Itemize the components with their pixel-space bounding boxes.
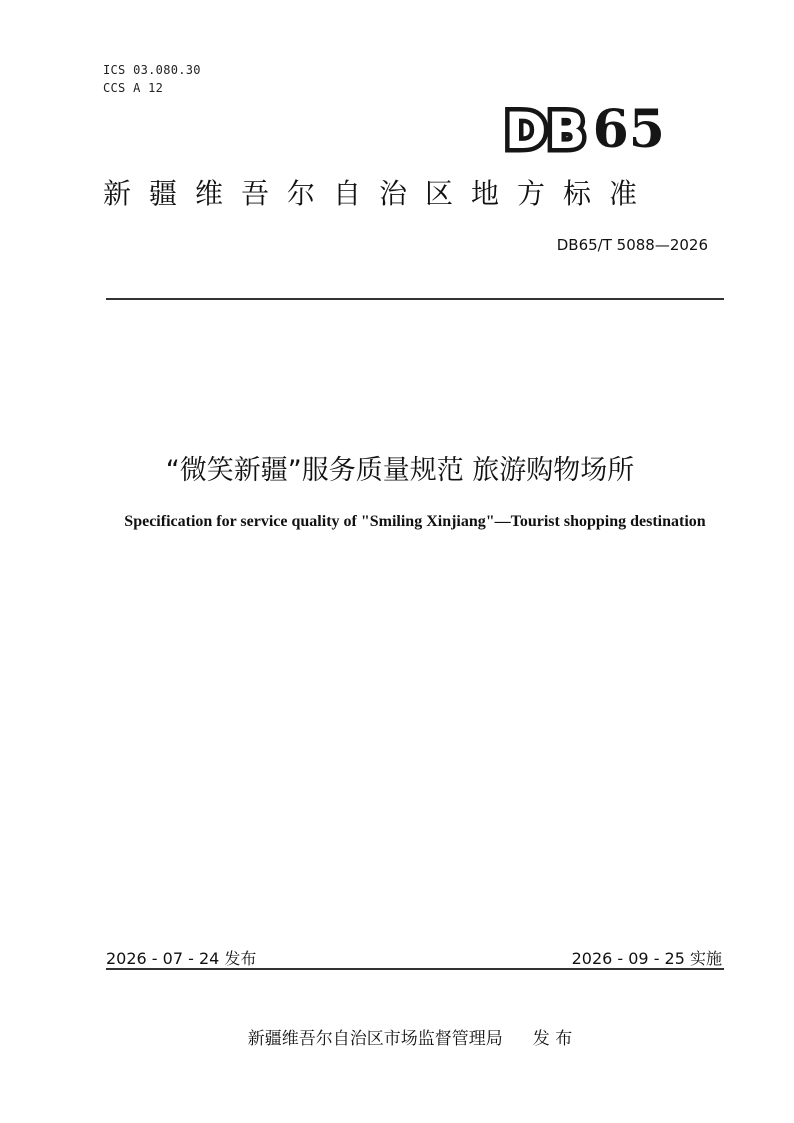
publish-date: 2026 - 07 - 24 发布 <box>106 949 257 968</box>
issuer-name: 新疆维吾尔自治区市场监督管理局 <box>247 1029 503 1049</box>
standard-number: DB65/T 5088—2026 <box>556 236 708 254</box>
issuer-line <box>220 1024 600 1049</box>
db-logo-letters: DB <box>505 102 587 160</box>
title-english: Specification for service quality of "Smiling Xinjiang"—Tourist shopping destination <box>124 513 706 530</box>
db65-logo <box>505 92 685 160</box>
db-logo-number: 65 <box>592 99 665 160</box>
header-divider <box>106 298 724 300</box>
title-chinese: “微笑新疆”服务质量规范 旅游购物场所 <box>165 455 635 486</box>
implementation-date: 2026 - 09 - 25 实施 <box>571 949 722 968</box>
standard-category: 新疆维吾尔自治区地方标准 <box>103 177 656 210</box>
issuer-action: 发 布 <box>532 1029 573 1049</box>
ccs-code: CCS A 12 <box>103 81 164 95</box>
ics-code: ICS 03.080.30 <box>103 63 201 77</box>
footer-divider <box>106 968 724 970</box>
